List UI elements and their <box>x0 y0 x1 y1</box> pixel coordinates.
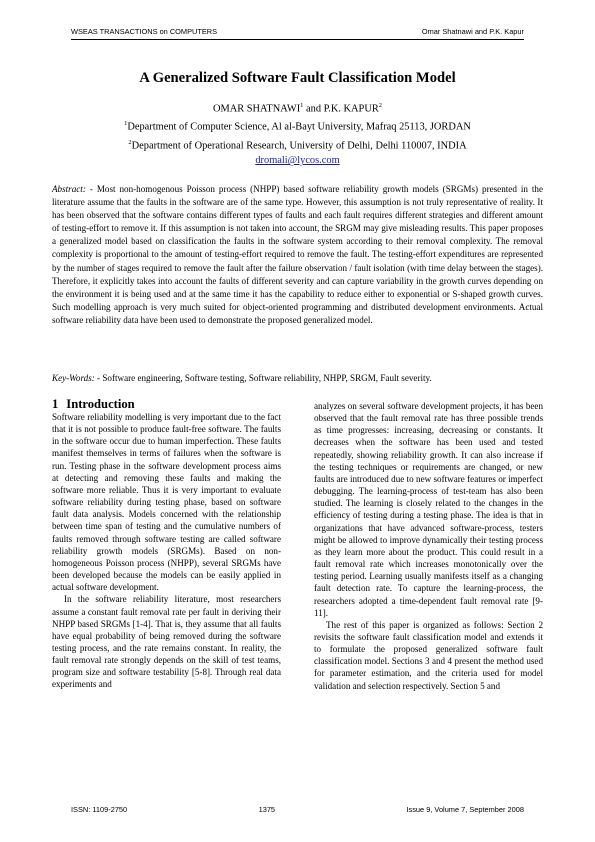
left-column <box>52 411 281 691</box>
paragraph: In the software reliability literature, most researchers assume a constant fault removal rate per fault in deriving their NHPP based SRGMs [1-4]. That is, they assume that all faults have equal probability of being removed during the software testing process, and the rate remains constant. In reality, the fault removal rate strongly depends on the skill of test teams, program size and software testability [5-8]. Through real data experiments and <box>52 594 281 690</box>
author-email-link[interactable]: dromali@lycos.com <box>255 155 340 167</box>
author-2: P.K. KAPUR <box>323 103 379 115</box>
affiliation-1: $^1$Department of Computer Science, Al al-Bayt University, Mafraq 25113, JORDAN <box>124 120 471 133</box>
page-footer <box>71 805 524 814</box>
author-block <box>0 98 595 168</box>
right-column <box>314 400 543 692</box>
section-number: 1 <box>52 397 59 411</box>
abstract <box>52 183 543 327</box>
paragraph: analyzes on several software development projects, it has been observed that the fault removal rate has three possible trends as time progresses: increasing, decreasing or constants. It decreases when the software has been used and tested repeatedly, showing reliability growth. It can also increase if the testing techniques or requirements are changed, or new faults are introduced due to new software features or imperfect debugging. The learning-process of test-team has also been studied. The learning is closely related to the changes in the efficiency of testing during a testing phase. The idea is that in organizations that have advanced software-process, testers might be allowed to improve dynamically their testing process as they learn more about the product. This could result in a fault removal rate which increases monotonically over the testing period. Learning usually manifests itself as a changing fault detection rate. To capture the learning-process, the researchers adopted a time-dependent fault removal rate [9-11]. <box>314 401 543 618</box>
section-heading <box>52 397 135 412</box>
footer-issue: Issue 9, Volume 7, September 2008 <box>406 805 524 814</box>
author-1: OMAR SHATNAWI <box>212 103 301 115</box>
running-header <box>71 27 524 36</box>
header-rule <box>71 39 524 40</box>
keywords-label: Key-Words: <box>52 373 95 383</box>
header-authors: Omar Shatnawi and P.K. Kapur <box>421 27 524 36</box>
affiliation-2: $^2$Department of Operational Research, University of Delhi, Delhi 110007, INDIA <box>128 138 467 152</box>
paragraph: Software reliability modelling is very important due to the fact that it is not possible to produce fault-free software. The faults in the software occur due to human imperfection. These faults manifest themselves in terms of failures when the software is run. Testing phase in the software development process aims at detecting and removing these faults and making the software more reliable. Thus it is very important to evaluate software reliability during testing phase, based on software fault data analysis. Models concerned with the relationship between time span of testing and the cumulative numbers of faults removed through software testing are called software reliability growth models (SRGMs). Based on non-homogeneous Poisson process (NHPP), several SRGMs have been developed because the models can be easily applied in actual software development. <box>52 412 281 593</box>
keywords-text: - Software engineering, Software testing, Software reliability, NHPP, SRGM, Fault severity. <box>94 373 432 383</box>
author-names <box>0 98 595 116</box>
abstract-text: - Most non-homogenous Poisson process (NHPP) based software reliability growth models (SRGMs) presented in the literature assume that the faults in the software are of the same type. However, this assumption is not truly representative of reality. It has been observed that the software contains different types of faults and each fault requires different strategies and different amount of testing-effort to remove it. If this assumption is not taken into account, the SRGM may give misleading results. This paper proposes a generalized model based on classification the faults in the software system according to their removal complexity. The removal complexity is proportional to the amount of testing-effort required to remove the fault. The testing-effort expenditures are represented by the number of stages required to remove the fault after the failure observation / fault isolation (with time delay between the stages). Therefore, it explicitly takes into account the faults of different severity and can capture variability in the growth curves depending on the environment it is being used and at the same time it has the capability to reduce either to exponential or S-shaped growth curves. Such modelling approach is very much suited for object-oriented programming and distributed development environments. Actual software reliability data have been used to demonstrate the proposed generalized model. <box>52 184 543 325</box>
paper-title: A Generalized Software Fault Classification Model <box>139 70 456 86</box>
footer-issn: ISSN: 1109-2750 <box>71 805 128 814</box>
section-title: Introduction <box>66 397 135 411</box>
author-1-sup: 1 <box>300 102 304 109</box>
abstract-label: Abstract: <box>52 184 86 194</box>
author-and: and <box>303 103 324 115</box>
paragraph: The rest of this paper is organized as follows: Section 2 revisits the software fault classification model and extends it to formulate the proposed generalized software fault classification model. Sections 3 and 4 present the method used for parameter estimation, and the criteria used for model validation and selection respectively. Section 5 and <box>314 619 543 691</box>
keywords <box>52 373 543 383</box>
footer-page-number: 1375 <box>258 805 276 814</box>
author-2-sup: 2 <box>378 102 383 109</box>
journal-name: WSEAS TRANSACTIONS on COMPUTERS <box>71 27 218 36</box>
